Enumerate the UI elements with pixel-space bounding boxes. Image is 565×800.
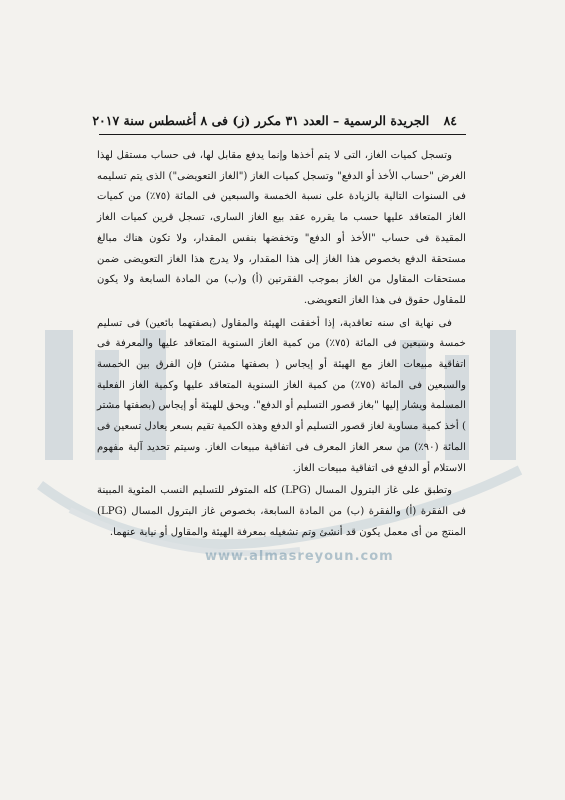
page-number: ٨٤ xyxy=(443,113,457,128)
paragraph-lpg: وتطبق على غاز البترول المسال (LPG) كله المتوفر للتسليم النسب المئوية المبينة فى الفقرة (أ) والفقرة (ب) من المادة السابعة، بخصوص غاز البترول المسال (LPG) المنتج من أى معمل يكون قد أنشئ وتم تشغيله بمعرفة الهيئة والمقاول أو نيابة عنهما. xyxy=(97,485,466,538)
page-header xyxy=(92,111,457,131)
running-title: الجريدة الرسمية – العدد ٣١ مكرر (ز) فى ٨ أغسطس سنة ٢٠١٧ xyxy=(92,113,430,128)
paragraph-delivery-shortfall: فى نهاية اى سنه تعاقدية، إذا أخفقت الهيئة والمقاول (بصفتهما بائعين) فى تسليم خمسة وسبعين فى المائة (٧٥٪) من كمية الغاز السنوية المتعاقد عليها والمعرفة فى اتفاقية مبيعات الغاز مع الهيئة أو إيجاس ( بصفتها مشتر) فإن الفرق بين الخمسة والسبعين فى المائة (٧٥٪) من كمية الغاز السنوية المتعاقد عليها وكمية الغاز الفعلية المسلمة ويشار إليها "بغاز قصور التسليم أو الدفع". ويحق للهيئة أو إيجاس (بصفتها مشتر ) أخذ كمية مساوية لغاز قصور التسليم أو الدفع وهذه الكمية تقيم بسعر يعادل تسعين فى المائة (٩٠٪) من سعر الغاز المعرف فى اتفاقية مبيعات الغاز. وسيتم تحديد آلية مفهوم الاستلام أو الدفع فى اتفاقية مبيعات الغاز. xyxy=(97,317,466,474)
watermark-url: www.almasreyoun.com xyxy=(205,549,394,564)
header-rule xyxy=(99,134,466,135)
paragraph-take-or-pay-account: وتسجل كميات الغاز، التى لا يتم أخذها وإنما يدفع مقابل لها، فى حساب مستقل لهذا الغرض "حساب الأخذ أو الدفع" وتسجل كميات الغاز ("الغاز التعويضى") الذى يتم تسليمه فى السنوات التالية بالزيادة على نسبة الخمسة والسبعين فى المائة (٧٥٪) من كميات الغاز المتعاقد عليها حسب ما يقرره عقد بيع الغاز السارى، تسجل قرين كميات الغاز المقيدة فى حساب "الأخذ أو الدفع" وتخفضها بنفس المقدار، ولا تكون هناك مبالغ مستحقة الدفع بخصوص هذا الغاز إلى هذا المقدار، ولا يدرج هذا الغاز التعويضى ضمن مستحقات المقاول من الغاز بموجب الفقرتين (أ) و(ب) من المادة السابعة ولا يكون للمقاول حقوق فى هذا الغاز التعويضى. xyxy=(97,150,466,306)
body-text xyxy=(97,146,466,543)
